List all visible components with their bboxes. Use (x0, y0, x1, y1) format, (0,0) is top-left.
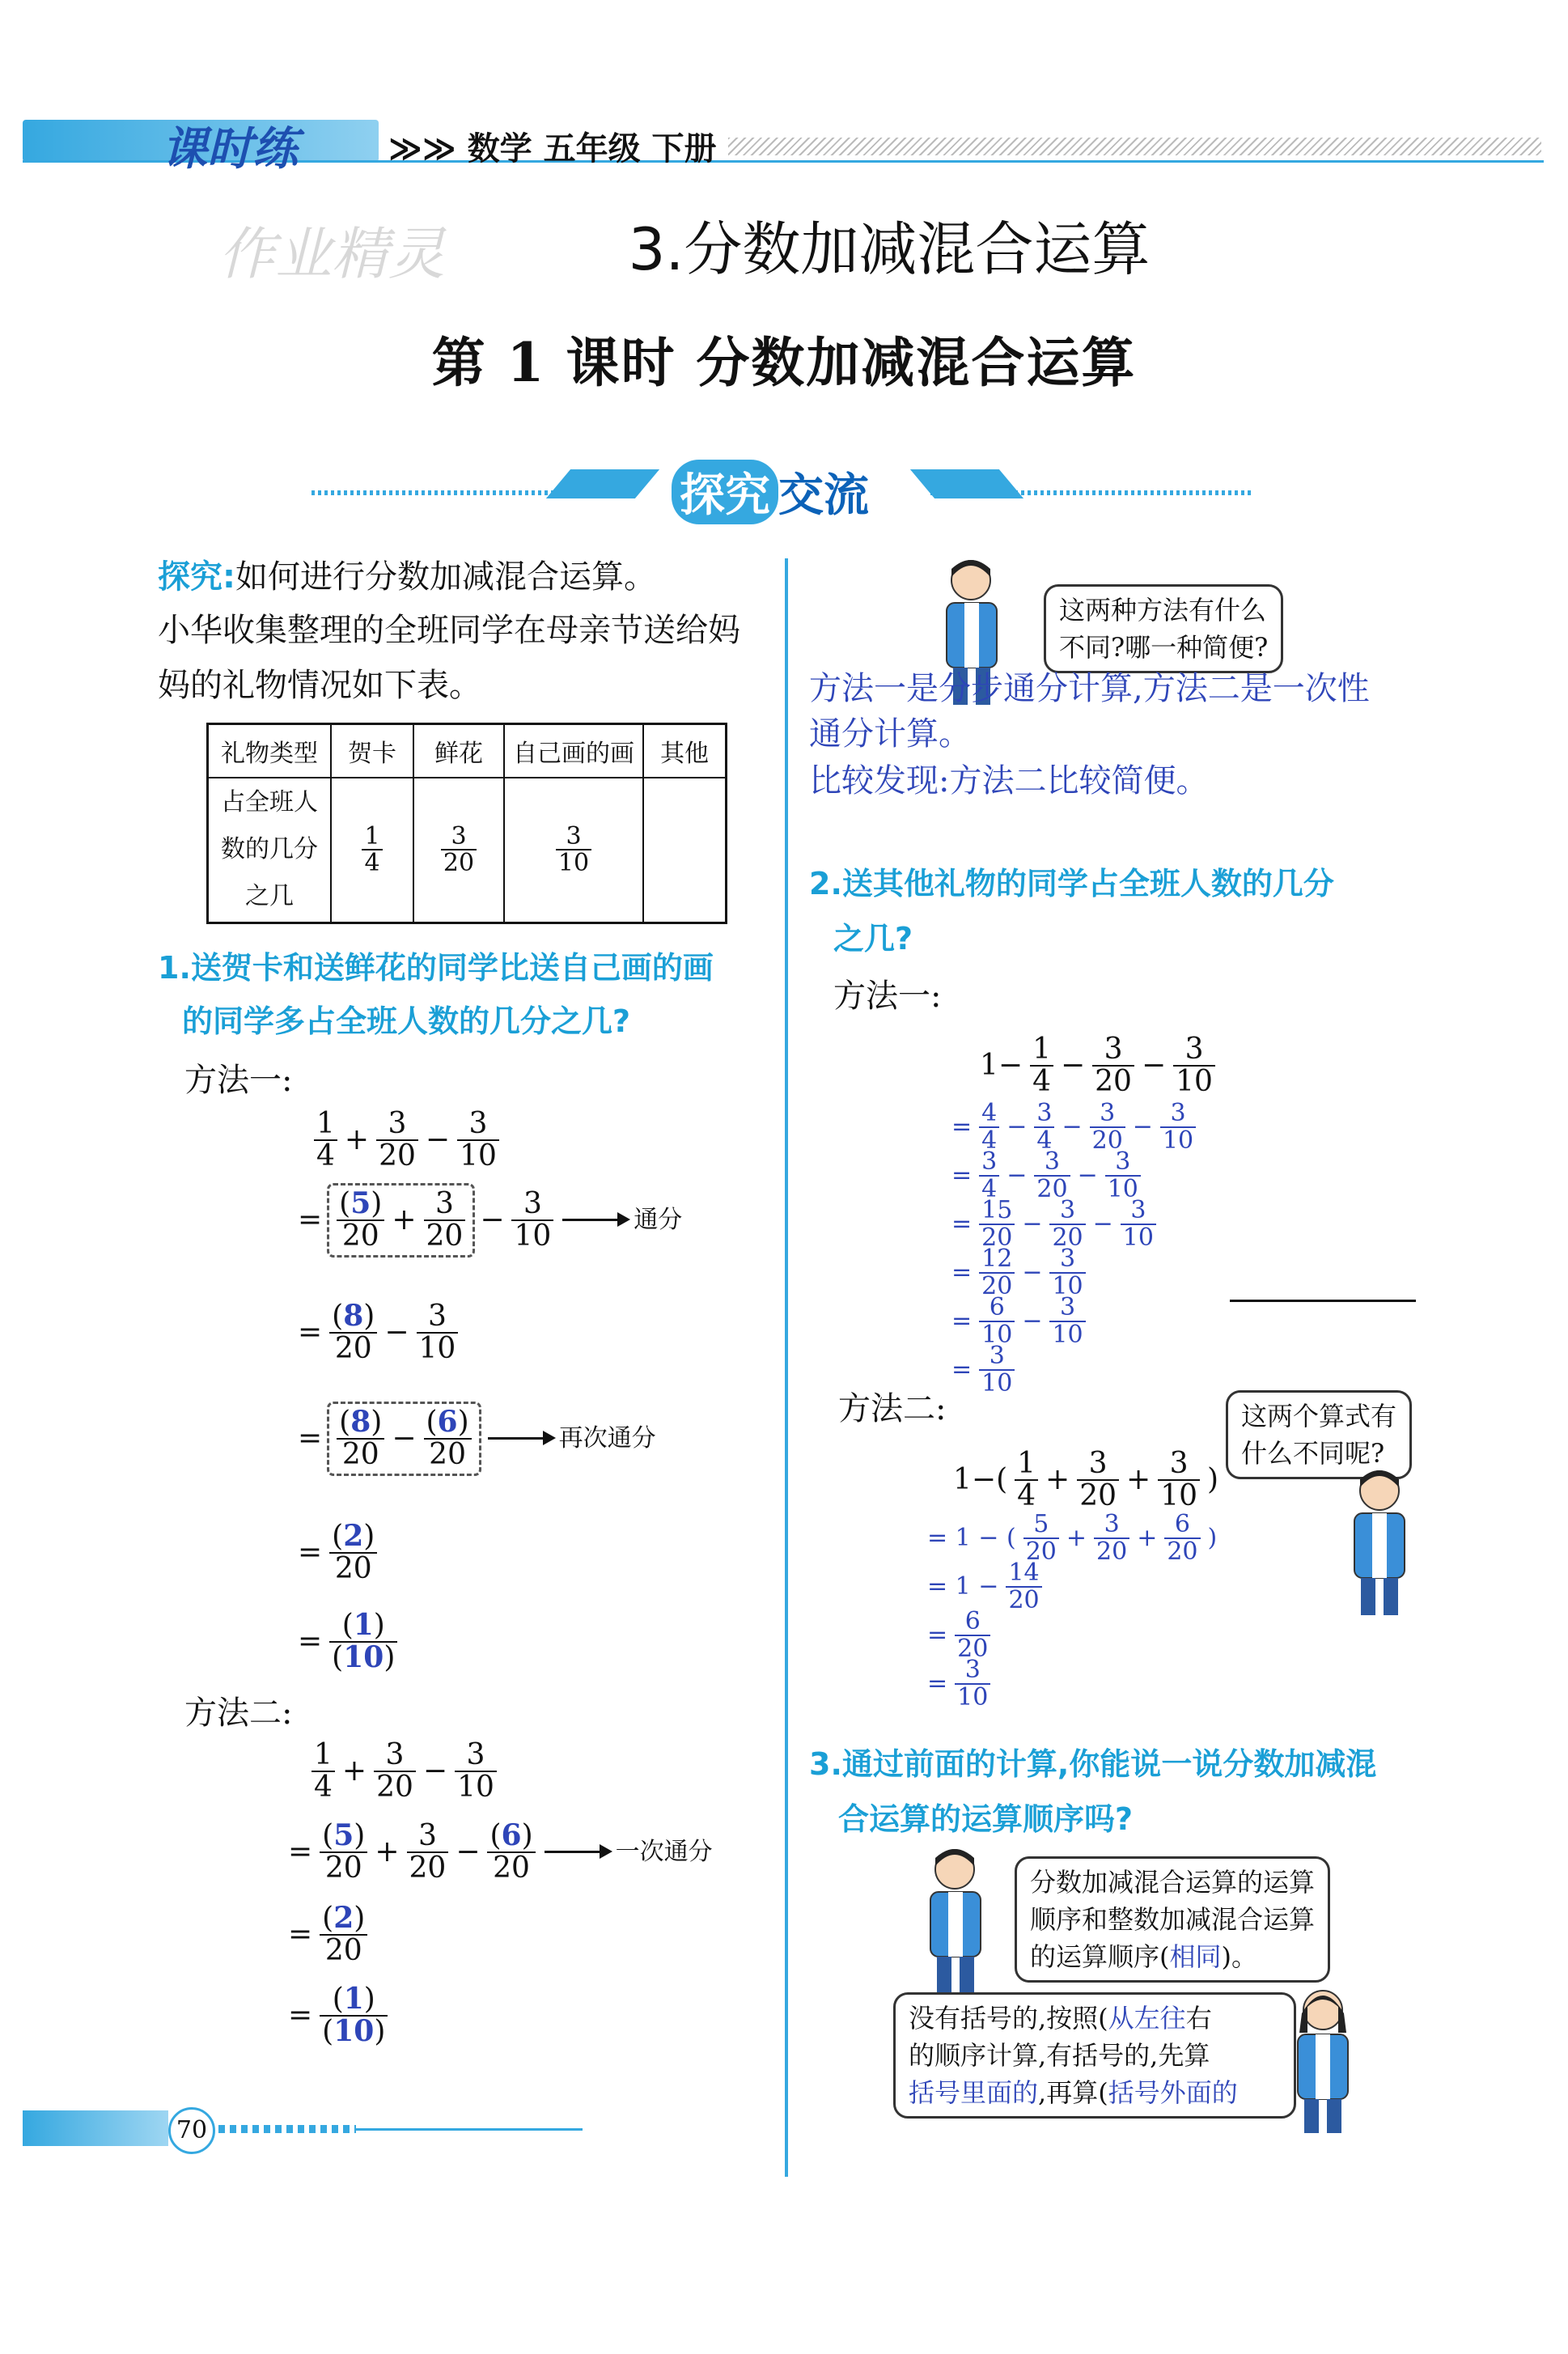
q2-step: = $\frac{6}{10}$ − $\frac{3}{10}$ (947, 1295, 1198, 1343)
table-row (208, 778, 727, 923)
q1-m1-step4: = $\frac{(2)}{20}$ (293, 1521, 379, 1584)
q1-m2-step2: = $\frac{(2)}{20}$ (283, 1903, 370, 1966)
boy-illustration-icon (913, 1843, 1002, 1997)
q2-m1-steps (947, 1099, 1198, 1398)
speech-bubble-4 (893, 1992, 1296, 2119)
header-hatch (728, 138, 1541, 155)
speech-bubble-3 (1015, 1856, 1330, 1983)
intro-line (158, 554, 656, 600)
q2-step: = $\frac{12}{20}$ − $\frac{3}{10}$ (947, 1246, 1198, 1295)
table-header-row (208, 724, 727, 778)
q1-m2-step3: = $\frac{(1)}{(10)}$ (283, 1984, 390, 2047)
bubble-text: 括号里面的,再算(括号外面的 (909, 2077, 1238, 2108)
answer-inside-brackets: 括号里面的 (909, 2077, 1039, 2108)
banner-title (672, 460, 869, 524)
lesson-title: 第 1 课时 分数加减混合运算 (431, 331, 1137, 394)
page-title-text: 3.分数加减混合运算 (628, 215, 1151, 283)
table-cell: $\frac{1}{4}$ (331, 778, 413, 923)
row-label-line: 占全班人 (221, 788, 318, 817)
intro-text: 如何进行分数加减混合运算。 (235, 558, 656, 596)
footer-dots (218, 2125, 356, 2133)
note-zaici: 再次通分 (558, 1423, 656, 1453)
table-row-label (208, 778, 332, 923)
answer-1-line-1: 方法一是分步通分计算,方法二是一次性 (809, 670, 1370, 707)
footer-line (356, 2128, 583, 2131)
speech-bubble-1 (1044, 584, 1283, 673)
arrow-icon (488, 1437, 553, 1440)
question-1-line-2: 的同学多占全班人数的几分之几? (182, 1003, 631, 1039)
arrow-icon (545, 1851, 609, 1853)
header-chevrons: ≫≫ (388, 130, 456, 168)
answer-1-line-3: 比较发现:方法二比较简便。 (809, 762, 1209, 800)
gift-table (206, 723, 727, 924)
q2-m2-steps (922, 1510, 1222, 1711)
q1-m2-step0: $\frac{1}{4}$ + $\frac{3}{20}$ − $\frac{3}{10}$ (309, 1740, 499, 1803)
bubble-text: 什么不同呢? (1241, 1438, 1385, 1469)
question-2-line-2: 之几? (833, 921, 913, 956)
q2-method-2-label: 方法二: (838, 1390, 947, 1427)
q2-step: = 1 − $\frac{14}{20}$ (922, 1560, 1222, 1609)
banner-bar-left (546, 469, 659, 498)
row-label-line: 数的几分 (221, 835, 318, 864)
q1-m1-step5: = $\frac{(1)}{(10)}$ (293, 1610, 400, 1673)
q2-method-1-label: 方法一: (833, 978, 942, 1015)
bubble-text: 不同?哪一种简便? (1059, 632, 1269, 663)
bubble-text: 顺序和整数加减混合运算 (1030, 1904, 1316, 1935)
banner-word-exchange: 交流 (778, 469, 869, 522)
bubble-text: 这两个算式有 (1241, 1401, 1397, 1431)
q2-step: = $\frac{3}{10}$ (922, 1657, 1222, 1706)
banner-word-explore: 探究 (672, 460, 778, 524)
intro-para-2: 妈的礼物情况如下表。 (158, 667, 481, 704)
logo-text: 课时练 (162, 123, 298, 176)
note-yici: 一次通分 (615, 1837, 713, 1866)
question-1-line-1: 1.送贺卡和送鲜花的同学比送自己画的画 (158, 950, 714, 986)
table-header: 贺卡 (331, 724, 413, 778)
q1-m1-step2: = $\frac{(8)}{20}$ − $\frac{3}{10}$ (293, 1301, 460, 1364)
table-header: 礼物类型 (208, 724, 332, 778)
column-divider (785, 558, 788, 2177)
q2-m1-step0: 1− $\frac{1}{4}$ − $\frac{3}{20}$ − $\frac{3}{10}$ (975, 1034, 1218, 1097)
page-number: 70 (168, 2107, 215, 2154)
question-3-line-2: 合运算的运算顺序吗? (838, 1801, 1134, 1837)
q2-step: = $\frac{4}{4}$ − $\frac{3}{4}$ − $\frac{3}{20}$ − $\frac{3}{10}$ (947, 1101, 1198, 1149)
banner-bar-right (910, 469, 1023, 498)
note-tongfen: 通分 (634, 1205, 683, 1234)
q1-method-2-label: 方法二: (184, 1694, 293, 1732)
bubble-text: 这两种方法有什么 (1059, 595, 1267, 626)
q1-m1-step3: = $\frac{(8)}{20}$ − $\frac{(6)}{20}$ 再次通分 (293, 1402, 656, 1476)
bubble-text: 没有括号的,按照(从左往右 (909, 2003, 1212, 2034)
table-cell: $\frac{3}{10}$ (504, 778, 643, 923)
q2-step: = $\frac{6}{20}$ (922, 1609, 1222, 1657)
footer-bar (23, 2110, 168, 2146)
answer-left-to-right: 从左往 (1108, 2003, 1186, 2034)
bubble-text: 的运算顺序(相同)。 (1030, 1941, 1258, 1972)
intro-label: 探究: (158, 558, 235, 596)
q1-method-1-label: 方法一: (184, 1062, 293, 1099)
q2-step: = 1 − ( $\frac{5}{20}$ + $\frac{3}{20}$ + $\frac{6}{20}$ ) (927, 1510, 1218, 1566)
bubble-text: 分数加减混合运算的运算 (1030, 1867, 1316, 1898)
arrow-icon (562, 1219, 627, 1221)
answer-same: 相同 (1169, 1941, 1222, 1972)
answer-outside-brackets: 括号外面的 (1108, 2077, 1238, 2108)
answer-1-line-2: 通分计算。 (809, 715, 971, 753)
question-3-line-1: 3.通过前面的计算,你能说一说分数加减混 (809, 1746, 1377, 1782)
table-header: 其他 (643, 724, 727, 778)
watermark: 作业精灵 (218, 221, 445, 287)
intro-para-1: 小华收集整理的全班同学在母亲节送给妈 (158, 612, 740, 649)
rule-line (1230, 1300, 1416, 1302)
question-2-line-1: 2.送其他礼物的同学占全班人数的几分 (809, 866, 1334, 901)
table-header: 鲜花 (413, 724, 504, 778)
q1-m2-step1: = $\frac{(5)}{20}$ + $\frac{3}{20}$ − $\frac{(6)}{20}$ 一次通分 (288, 1818, 713, 1885)
q1-m1-step0: $\frac{1}{4}$ + $\frac{3}{20}$ − $\frac{3}{10}$ (311, 1109, 502, 1172)
table-cell (643, 778, 727, 923)
q2-step: = $\frac{15}{20}$ − $\frac{3}{20}$ − $\frac{3}{10}$ (947, 1198, 1198, 1246)
q1-m1-step1: = $\frac{(5)}{20}$ + $\frac{3}{20}$ − $\frac{3}{10}$ 通分 (293, 1183, 682, 1258)
girl-illustration-icon (1278, 1983, 1367, 2136)
boy-illustration-icon (1335, 1465, 1424, 1618)
page-title (0, 202, 1568, 286)
header-subtitle (388, 123, 717, 169)
table-cell: $\frac{3}{20}$ (413, 778, 504, 923)
q2-step: = $\frac{3}{10}$ (947, 1343, 1198, 1392)
q2-m2-step0: 1−( $\frac{1}{4}$ + $\frac{3}{20}$ + $\frac{3}{10}$ ) (953, 1447, 1219, 1512)
bubble-text: 的顺序计算,有括号的,先算 (909, 2040, 1210, 2071)
q2-step: = $\frac{3}{4}$ − $\frac{3}{20}$ − $\frac{3}{10}$ (947, 1149, 1198, 1198)
table-header: 自己画的画 (504, 724, 643, 778)
row-label-line: 之几 (245, 882, 294, 911)
header-subject: 数学 五年级 下册 (467, 130, 717, 168)
